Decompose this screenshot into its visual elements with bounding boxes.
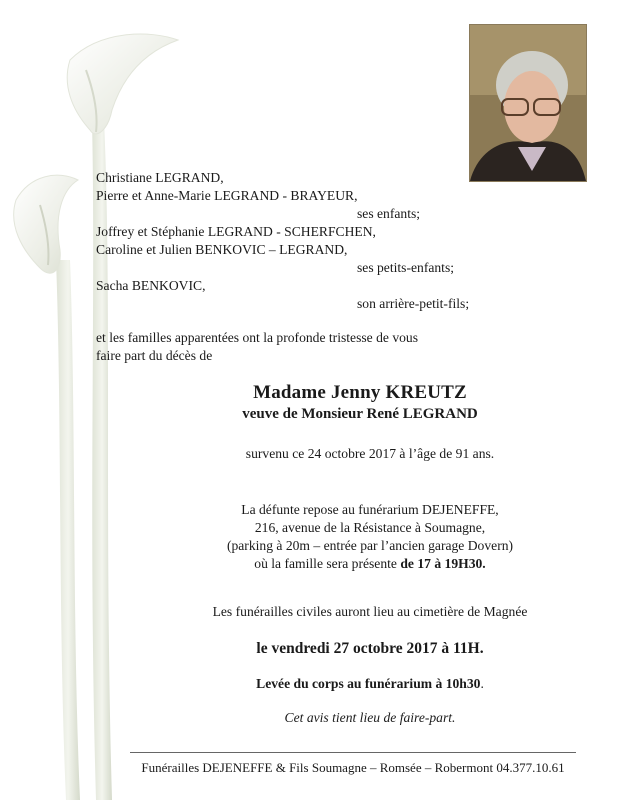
role-children: ses enfants; [357, 206, 421, 221]
visiting-hours: de 17 à 19H30. [400, 556, 486, 571]
family-line-4: Caroline et Julien BENKOVIC – LEGRAND, [96, 242, 348, 257]
family-line-5: Sacha BENKOVIC, [96, 278, 206, 293]
levee-line [180, 676, 560, 692]
portrait-photo [469, 24, 587, 182]
levee-text: Levée du corps au funérarium à 10h30 [256, 676, 481, 691]
footer-funeral-home: Funérailles DEJENEFFE & Fils Soumagne – Romsée – Robermont 04.377.10.61 [141, 760, 565, 775]
deceased-widow-of: veuve de Monsieur René LEGRAND [242, 406, 478, 422]
funeral-date: le vendredi 27 octobre 2017 à 11H. [256, 640, 484, 657]
rest-line-4 [200, 556, 540, 572]
rest-line-1: La défunte repose au funérarium DEJENEFFE, [241, 502, 499, 517]
family-line-3: Joffrey et Stéphanie LEGRAND - SCHERFCHEN, [96, 224, 376, 239]
calla-lily-illustration [0, 0, 200, 800]
role-great-grandchild: son arrière-petit-fils; [357, 296, 470, 311]
funeral-location: Les funérailles civiles auront lieu au cimetière de Magnée [212, 604, 528, 619]
rest-line-2: 216, avenue de la Résistance à Soumagne, [254, 520, 486, 535]
intro-line-2: faire part du décès de [96, 348, 213, 363]
footer-divider [130, 752, 576, 753]
family-line-1: Christiane LEGRAND, [96, 170, 224, 185]
notice-text: Cet avis tient lieu de faire-part. [284, 710, 456, 725]
levee-end: . [480, 676, 484, 691]
rest-line-4-text: où la famille sera présente [254, 556, 401, 571]
deceased-name: Madame Jenny KREUTZ [253, 382, 467, 403]
role-grandchildren: ses petits-enfants; [357, 260, 455, 275]
family-line-2: Pierre et Anne-Marie LEGRAND - BRAYEUR, [96, 188, 358, 203]
rest-line-3: (parking à 20m – entrée par l’ancien garage Dovern) [226, 538, 514, 553]
death-date: survenu ce 24 octobre 2017 à l’âge de 91 ans. [245, 446, 495, 461]
intro-line-1: et les familles apparentées ont la profonde tristesse de vous [96, 330, 418, 345]
